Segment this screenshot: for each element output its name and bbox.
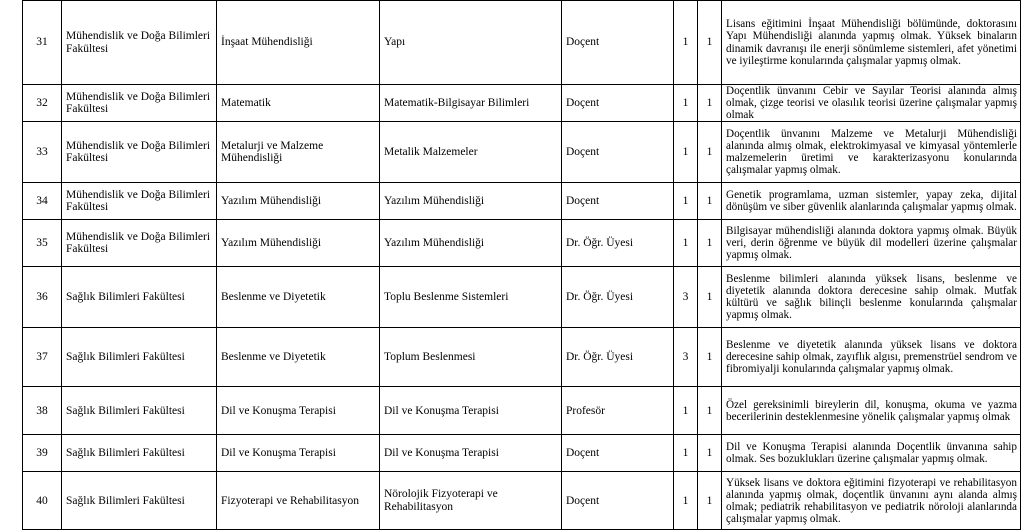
count-cell: 1 [698, 183, 722, 220]
department-cell: Yazılım Mühendisliği [217, 220, 380, 267]
table-row [23, 435, 1021, 472]
requirements-cell: Dil ve Konuşma Terapisi alanında Doçentlik ünvanına sahip olmak. Ses bozuklukları üzerine çalışmalar yapmış olmak. [722, 435, 1021, 472]
requirements-cell: Beslenme bilimleri alanında yüksek lisans, beslenme ve diyetetik alanında doktora derecesine sahip olmak. Mutfak kültürü ve sağlık bilinçli beslenme konularında çalışmalar yapmış olmak. [722, 267, 1021, 328]
department-cell: Beslenme ve Diyetetik [217, 267, 380, 328]
title-cell: Profesör [562, 387, 674, 435]
count-cell: 1 [698, 1, 722, 85]
title-cell: Doçent [562, 435, 674, 472]
count-cell: 3 [674, 328, 698, 387]
count-cell: 1 [698, 472, 722, 530]
row-number: 33 [23, 122, 62, 183]
table-row [23, 267, 1021, 328]
count-cell: 1 [698, 328, 722, 387]
table-row [23, 387, 1021, 435]
table-body [23, 1, 1021, 530]
department-cell: Metalurji ve Malzeme Mühendisliği [217, 122, 380, 183]
department-cell: İnşaat Mühendisliği [217, 1, 380, 85]
field-cell: Yazılım Mühendisliği [380, 220, 562, 267]
count-cell: 1 [674, 85, 698, 122]
field-cell: Yapı [380, 1, 562, 85]
faculty-cell: Sağlık Bilimleri Fakültesi [62, 472, 217, 530]
faculty-cell: Mühendislik ve Doğa Bilimleri Fakültesi [62, 183, 217, 220]
department-cell: Dil ve Konuşma Terapisi [217, 387, 380, 435]
department-cell: Matematik [217, 85, 380, 122]
faculty-cell: Mühendislik ve Doğa Bilimleri Fakültesi [62, 85, 217, 122]
department-cell: Beslenme ve Diyetetik [217, 328, 380, 387]
row-number: 39 [23, 435, 62, 472]
count-cell: 1 [698, 85, 722, 122]
title-cell: Dr. Öğr. Üyesi [562, 267, 674, 328]
field-cell: Nörolojik Fizyoterapi ve Rehabilitasyon [380, 472, 562, 530]
title-cell: Doçent [562, 472, 674, 530]
table-row [23, 220, 1021, 267]
field-cell: Dil ve Konuşma Terapisi [380, 387, 562, 435]
faculty-cell: Mühendislik ve Doğa Bilimleri Fakültesi [62, 1, 217, 85]
requirements-cell: Doçentlik ünvanını Cebir ve Sayılar Teorisi alanında almış olmak, çizge teorisi ve olasılık teorisi üzerine çalışmalar yapmış olmak [722, 85, 1021, 122]
row-number: 40 [23, 472, 62, 530]
count-cell: 1 [698, 122, 722, 183]
title-cell: Doçent [562, 122, 674, 183]
table-row [23, 1, 1021, 85]
faculty-cell: Mühendislik ve Doğa Bilimleri Fakültesi [62, 122, 217, 183]
positions-table [22, 0, 1021, 530]
count-cell: 3 [674, 267, 698, 328]
count-cell: 1 [674, 435, 698, 472]
row-number: 36 [23, 267, 62, 328]
count-cell: 1 [674, 472, 698, 530]
row-number: 31 [23, 1, 62, 85]
count-cell: 1 [674, 1, 698, 85]
faculty-cell: Sağlık Bilimleri Fakültesi [62, 435, 217, 472]
count-cell: 1 [698, 387, 722, 435]
row-number: 32 [23, 85, 62, 122]
faculty-cell: Sağlık Bilimleri Fakültesi [62, 328, 217, 387]
faculty-cell: Mühendislik ve Doğa Bilimleri Fakültesi [62, 220, 217, 267]
table-row [23, 472, 1021, 530]
field-cell: Metalik Malzemeler [380, 122, 562, 183]
faculty-cell: Sağlık Bilimleri Fakültesi [62, 267, 217, 328]
count-cell: 1 [698, 220, 722, 267]
requirements-cell: Doçentlik ünvanını Malzeme ve Metalurji Mühendisliği alanında almış olmak, elektrokimyasal ve kimyasal yöntemlerle malzemelerin üretimi ve karakterizasyonu konularında çalışmalar yapmış olmak. [722, 122, 1021, 183]
field-cell: Toplu Beslenme Sistemleri [380, 267, 562, 328]
field-cell: Toplum Beslenmesi [380, 328, 562, 387]
requirements-cell: Beslenme ve diyetetik alanında yüksek lisans ve doktora derecesine sahip olmak, zayıflık algısı, premenstrüel sendrom ve fibromiyalji konularında çalışmalar yapmış olmak. [722, 328, 1021, 387]
field-cell: Dil ve Konuşma Terapisi [380, 435, 562, 472]
row-number: 35 [23, 220, 62, 267]
requirements-cell: Yüksek lisans ve doktora eğitimini fizyoterapi ve rehabilitasyon alanında yapmış olmak, doçentlik ünvanını aynı alanda almış olmak; pediatrik rehabilitasyon ve pediatrik nöroloji alanlarında çalışmalar yapmış olmak. [722, 472, 1021, 530]
requirements-cell: Genetik programlama, uzman sistemler, yapay zeka, dijital dönüşüm ve siber güvenlik alanlarında çalışmalar yapmış olmak. [722, 183, 1021, 220]
field-cell: Yazılım Mühendisliği [380, 183, 562, 220]
count-cell: 1 [698, 435, 722, 472]
row-number: 38 [23, 387, 62, 435]
department-cell: Dil ve Konuşma Terapisi [217, 435, 380, 472]
count-cell: 1 [698, 267, 722, 328]
requirements-cell: Özel gereksinimli bireylerin dil, konuşma, okuma ve yazma becerilerinin desteklenmesine yönelik çalışmalar yapmış olmak [722, 387, 1021, 435]
department-cell: Fizyoterapi ve Rehabilitasyon [217, 472, 380, 530]
requirements-cell: Lisans eğitimini İnşaat Mühendisliği bölümünde, doktorasını Yapı Mühendisliği alanında yapmış olmak. Yüksek binaların dinamik davranışı ile enerji sönümleme sistemleri, afet yönetimi ve iyileştirme konularında çalışmalar yapmış olmak. [722, 1, 1021, 85]
table-row [23, 183, 1021, 220]
table-row [23, 85, 1021, 122]
faculty-cell: Sağlık Bilimleri Fakültesi [62, 387, 217, 435]
positions-table-page [22, 0, 1020, 530]
title-cell: Doçent [562, 1, 674, 85]
count-cell: 1 [674, 387, 698, 435]
count-cell: 1 [674, 122, 698, 183]
requirements-cell: Bilgisayar mühendisliği alanında doktora yapmış olmak. Büyük veri, derin öğrenme ve büyük dil modelleri üzerine çalışmalar yapmış olmak. [722, 220, 1021, 267]
row-number: 34 [23, 183, 62, 220]
title-cell: Dr. Öğr. Üyesi [562, 220, 674, 267]
row-number: 37 [23, 328, 62, 387]
count-cell: 1 [674, 220, 698, 267]
count-cell: 1 [674, 183, 698, 220]
table-row [23, 122, 1021, 183]
title-cell: Doçent [562, 183, 674, 220]
field-cell: Matematik-Bilgisayar Bilimleri [380, 85, 562, 122]
department-cell: Yazılım Mühendisliği [217, 183, 380, 220]
table-row [23, 328, 1021, 387]
title-cell: Doçent [562, 85, 674, 122]
title-cell: Dr. Öğr. Üyesi [562, 328, 674, 387]
